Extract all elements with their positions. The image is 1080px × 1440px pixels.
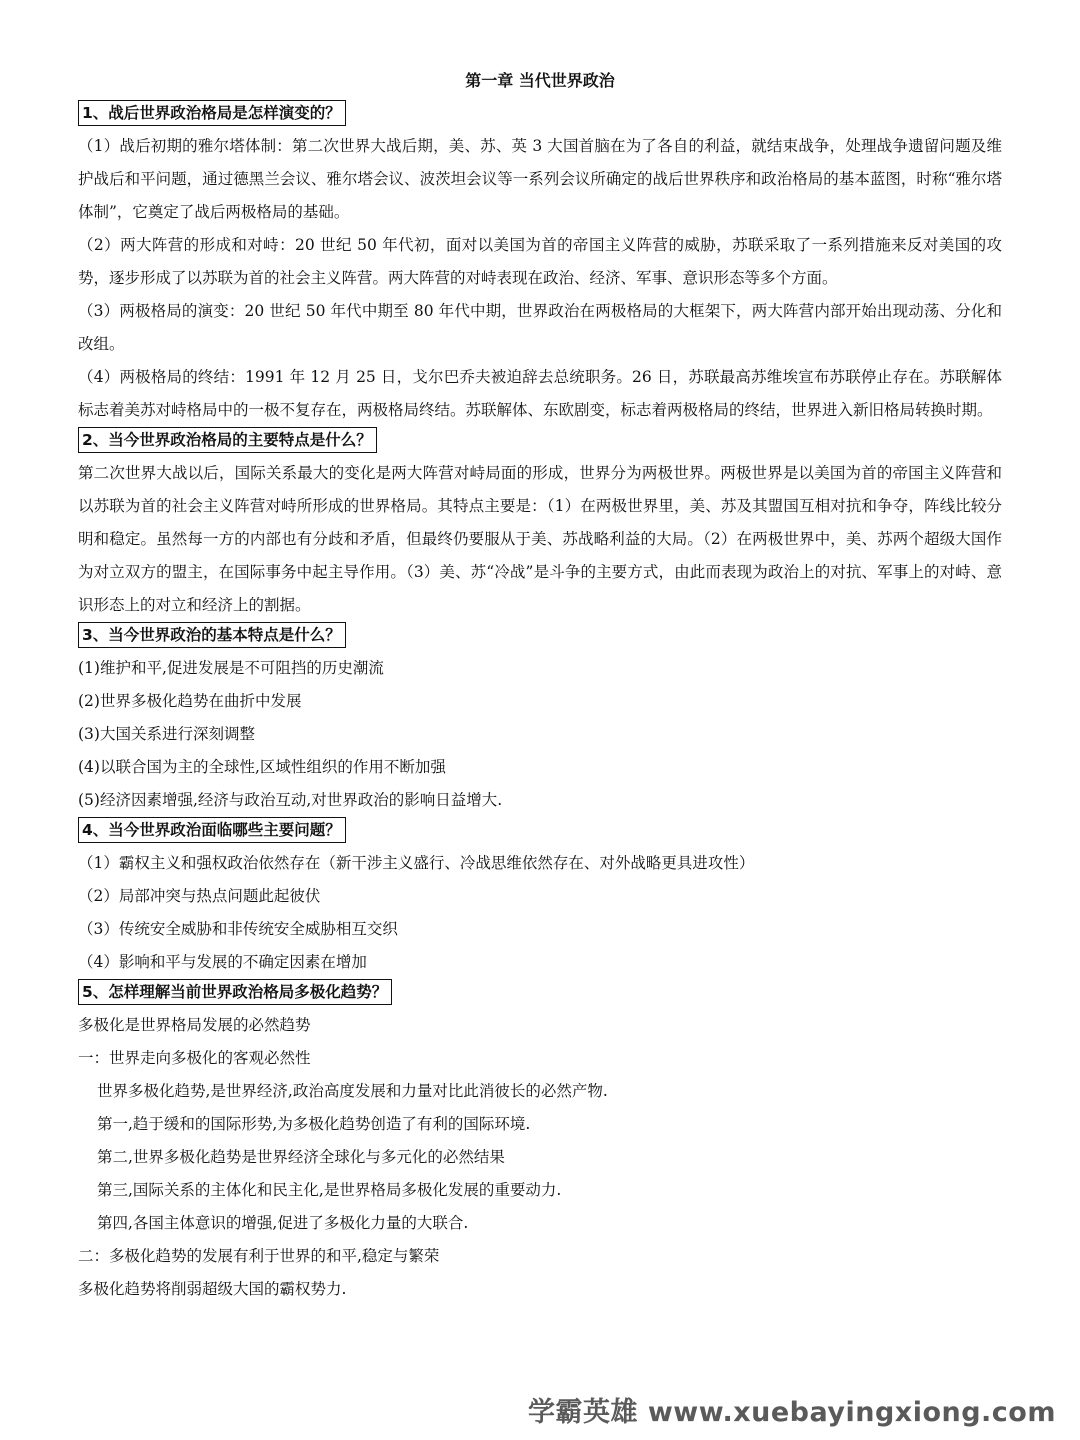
section-q4 (78, 817, 1002, 979)
q1-paragraph: （4）两极格局的终结：1991 年 12 月 25 日，戈尔巴乔夫被迫辞去总统职务。26 日，苏联最高苏维埃宣布苏联停止存在。苏联解体标志着美苏对峙格局中的一极不复存在，两极格局终结。苏联解体、东欧剧变，标志着两极格局的终结，世界进入新旧格局转换时期。 (78, 368, 1002, 419)
q5-part2-line: 多极化趋势将削弱超级大国的霸权势力. (78, 1280, 347, 1298)
section-q1 (78, 100, 1002, 427)
q1-paragraph: （2）两大阵营的形成和对峙：20 世纪 50 年代初，面对以美国为首的帝国主义阵营的威胁，苏联采取了一系列措施来反对美国的攻势，逐步形成了以苏联为首的社会主义阵营。两大阵营的对峙表现在政治、经济、军事、意识形态等多个方面。 (78, 236, 1002, 287)
q5-part1-title: 一：世界走向多极化的客观必然性 (78, 1049, 311, 1067)
q3-list-item: (4)以联合国为主的全球性,区域性组织的作用不断加强 (78, 758, 446, 776)
q3-heading: 3、当今世界政治的基本特点是什么？ (78, 622, 346, 648)
section-q2 (78, 427, 1002, 622)
q4-list-item: （3）传统安全威胁和非传统安全威胁相互交织 (78, 920, 398, 938)
q2-paragraph: 第二次世界大战以后，国际关系最大的变化是两大阵营对峙局面的形成，世界分为两极世界。两极世界是以美国为首的帝国主义阵营和以苏联为首的社会主义阵营对峙所形成的世界格局。其特点主要是：（1）在两极世界里，美、苏及其盟国互相对抗和争夺，阵线比较分明和稳定。虽然每一方的内部也有分歧和矛盾，但最终仍要服从于美、苏战略利益的大局。（2）在两极世界中，美、苏两个超级大国作为对立双方的盟主，在国际事务中起主导作用。（3）美、苏“冷战”是斗争的主要方式，由此而表现为政治上的对抗、军事上的对峙、意识形态上的对立和经济上的割据。 (78, 464, 1002, 614)
q5-part1-item: 第二,世界多极化趋势是世界经济全球化与多元化的必然结果 (97, 1148, 505, 1166)
q3-list-item: (5)经济因素增强,经济与政治互动,对世界政治的影响日益增大. (78, 791, 503, 809)
q4-list-item: （1）霸权主义和强权政治依然存在（新干涉主义盛行、冷战思维依然存在、对外战略更具进攻性） (78, 854, 755, 872)
q1-heading: 1、战后世界政治格局是怎样演变的？ (78, 100, 346, 126)
q2-heading: 2、当今世界政治格局的主要特点是什么？ (78, 427, 377, 453)
q5-part1-item: 世界多极化趋势,是世界经济,政治高度发展和力量对比此消彼长的必然产物. (97, 1082, 608, 1100)
section-q3 (78, 622, 1002, 817)
q4-list-item: （4）影响和平与发展的不确定因素在增加 (78, 953, 367, 971)
q3-list-item: (1)维护和平,促进发展是不可阻挡的历史潮流 (78, 659, 384, 677)
chapter-title: 第一章 当代世界政治 (465, 71, 615, 90)
q5-intro: 多极化是世界格局发展的必然趋势 (78, 1016, 311, 1034)
q1-paragraph: （1）战后初期的雅尔塔体制：第二次世界大战后期，美、苏、英 3 大国首脑在为了各自的利益，就结束战争，处理战争遗留问题及维护战后和平问题，通过德黑兰会议、雅尔塔会议、波茨坦会议等一系列会议所确定的战后世界秩序和政治格局的基本蓝图，时称“雅尔塔体制”，它奠定了战后两极格局的基础。 (78, 137, 1002, 221)
q5-heading: 5、怎样理解当前世界政治格局多极化趋势？ (78, 979, 392, 1005)
q3-list-item: (2)世界多极化趋势在曲折中发展 (78, 692, 302, 710)
section-q5 (78, 979, 1002, 1306)
q4-heading: 4、当今世界政治面临哪些主要问题？ (78, 817, 346, 843)
q5-part1-item: 第四,各国主体意识的增强,促进了多极化力量的大联合. (97, 1214, 469, 1232)
q5-part2-title: 二：多极化趋势的发展有利于世界的和平,稳定与繁荣 (78, 1247, 440, 1265)
q1-paragraph: （3）两极格局的演变：20 世纪 50 年代中期至 80 年代中期，世界政治在两极格局的大框架下，两大阵营内部开始出现动荡、分化和改组。 (78, 302, 1002, 353)
q5-part1-item: 第一,趋于缓和的国际形势,为多极化趋势创造了有利的国际环境. (97, 1115, 531, 1133)
q4-list-item: （2）局部冲突与热点问题此起彼伏 (78, 887, 321, 905)
q3-list-item: (3)大国关系进行深刻调整 (78, 725, 255, 743)
document-page (78, 70, 1002, 1306)
q5-part1-item: 第三,国际关系的主体化和民主化,是世界格局多极化发展的重要动力. (97, 1181, 562, 1199)
site-watermark: 学霸英雄 www.xuebayingxiong.com (527, 1397, 1056, 1428)
